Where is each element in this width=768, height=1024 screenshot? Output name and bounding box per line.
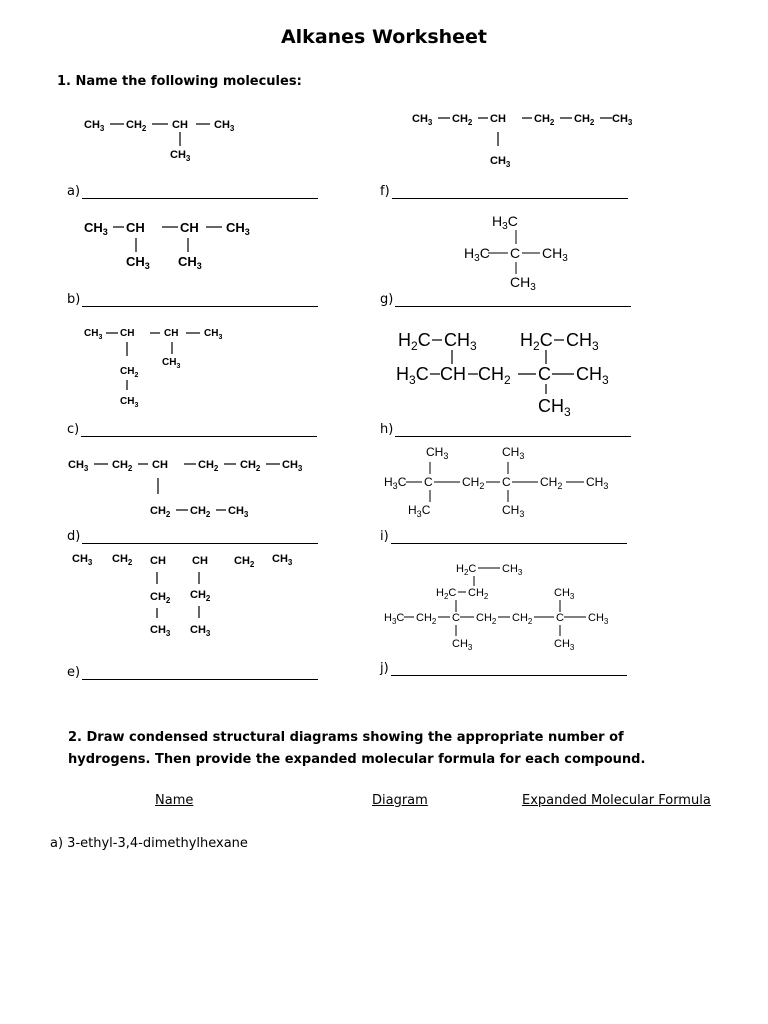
- column-header-name: Name: [155, 793, 194, 808]
- atom-c: C: [510, 245, 521, 261]
- atom-c: C: [424, 475, 433, 489]
- atom-ch2: $CH_2$: [198, 459, 219, 473]
- molecule-g-structure: [464, 213, 568, 293]
- atom-c: C: [556, 612, 564, 624]
- atom-c: C: [502, 475, 511, 489]
- answer-d: d): [67, 529, 318, 544]
- atom-ch3: $CH_3$: [538, 396, 571, 419]
- molecule-h-structure: [396, 330, 609, 419]
- molecule-i-structure: [384, 445, 608, 519]
- atom-ch3: $CH_3$: [190, 624, 211, 638]
- atom-ch2: $CH_2$: [478, 364, 511, 387]
- answer-f: f): [380, 184, 628, 199]
- atom-ch3: $CH_3$: [426, 445, 449, 461]
- atom-ch: CH: [490, 113, 506, 125]
- atom-ch3: $CH_3$: [586, 475, 609, 491]
- answer-i: i): [380, 529, 627, 544]
- atom-ch2: $CH_2$: [126, 119, 147, 133]
- atom-ch3: $CH_3$: [228, 505, 249, 519]
- atom-ch3: $CH_3$: [214, 119, 235, 133]
- atom-ch3: $CH_3$: [170, 149, 191, 163]
- worksheet-title: Alkanes Worksheet: [280, 26, 488, 48]
- atom-ch3: $CH_3$: [150, 624, 171, 638]
- answer-h: h): [380, 422, 631, 437]
- atom-ch3: $CH_3$: [566, 330, 599, 353]
- atom-h3c: $H_3C$: [396, 364, 429, 387]
- atom-c: C: [452, 612, 460, 624]
- atom-ch: CH: [192, 555, 208, 567]
- question-2a-compound: a) 3-ethyl-3,4-dimethylhexane: [50, 836, 248, 851]
- atom-ch3: $CH_3$: [162, 357, 181, 370]
- atom-ch2: $CH_2$: [512, 612, 533, 626]
- atom-ch3: $CH_3$: [412, 113, 433, 127]
- atom-c: C: [538, 364, 551, 384]
- atom-ch3: $CH_3$: [120, 396, 139, 409]
- molecule-e-structure: [72, 553, 293, 638]
- atom-ch2: $CH_2$: [190, 589, 211, 603]
- atom-ch3: $CH_3$: [510, 274, 536, 293]
- atom-h3c: $H_3C$: [408, 503, 431, 519]
- atom-ch3: $CH_3$: [72, 553, 93, 567]
- atom-ch3: $CH_3$: [612, 113, 633, 127]
- molecule-b-structure: [84, 220, 250, 271]
- atom-ch2: $CH_2$: [416, 612, 437, 626]
- answer-g: g): [380, 292, 631, 307]
- atom-ch: CH: [172, 119, 188, 131]
- atom-ch2: $CH_2$: [150, 505, 171, 519]
- atom-ch: CH: [126, 220, 145, 235]
- atom-ch3: $CH_3$: [554, 638, 575, 652]
- atom-h2c: $H_2C$: [520, 330, 553, 353]
- atom-ch2: $CH_2$: [534, 113, 555, 127]
- atom-ch: CH: [440, 364, 466, 384]
- atom-ch3: $CH_3$: [444, 330, 477, 353]
- atom-h3c: $H_3C$: [492, 213, 518, 232]
- atom-ch2: $CH_2$: [468, 587, 489, 601]
- molecule-j-structure: [384, 563, 609, 652]
- atom-ch3: $CH_3$: [452, 638, 473, 652]
- question-2-prompt: 2. Draw condensed structural diagrams showing the appropriate number of hydrogens. Then provide the expanded molecular formula for each compound.: [68, 730, 646, 767]
- atom-h2c: $H_2C$: [456, 563, 477, 577]
- atom-ch3: $CH_3$: [226, 220, 250, 237]
- atom-ch: CH: [152, 459, 168, 471]
- atom-h3c: $H_3C$: [464, 245, 490, 264]
- atom-ch3: $CH_3$: [204, 328, 223, 341]
- atom-ch2: $CH_2$: [150, 591, 171, 605]
- atom-h3c: $H_3C$: [384, 475, 407, 491]
- molecule-f-structure: [412, 113, 633, 169]
- atom-ch2: $CH_2$: [190, 505, 211, 519]
- atom-ch3: $CH_3$: [272, 553, 293, 567]
- atom-ch3: $CH_3$: [542, 245, 568, 264]
- atom-ch3: $CH_3$: [84, 119, 105, 133]
- answer-j: j): [380, 661, 627, 676]
- atom-ch: CH: [164, 328, 179, 339]
- atom-ch2: $CH_2$: [462, 475, 485, 491]
- atom-ch2: $CH_2$: [574, 113, 595, 127]
- column-header-diagram: Diagram: [372, 793, 428, 808]
- molecule-a-structure: [84, 119, 235, 163]
- atom-ch3: $CH_3$: [84, 328, 103, 341]
- atom-ch3: $CH_3$: [84, 220, 108, 237]
- molecule-d-structure: [68, 459, 303, 519]
- molecule-c-structure: [84, 328, 222, 409]
- column-header-formula: Expanded Molecular Formula: [522, 793, 711, 808]
- atom-ch3: $CH_3$: [282, 459, 303, 473]
- question-1-prompt: 1. Name the following molecules:: [57, 74, 302, 89]
- atom-h2c: $H_2C$: [436, 587, 457, 601]
- atom-ch2: $CH_2$: [540, 475, 563, 491]
- atom-ch2: $CH_2$: [112, 553, 133, 567]
- atom-ch3: $CH_3$: [68, 459, 89, 473]
- answer-c: c): [67, 422, 317, 437]
- atom-ch2: $CH_2$: [234, 555, 255, 569]
- atom-ch3: $CH_3$: [126, 254, 150, 271]
- atom-ch2: $CH_2$: [476, 612, 497, 626]
- atom-ch3: $CH_3$: [502, 563, 523, 577]
- atom-ch2: $CH_2$: [112, 459, 133, 473]
- atom-ch: CH: [150, 555, 166, 567]
- answer-e: e): [67, 665, 318, 680]
- atom-ch3: $CH_3$: [576, 364, 609, 387]
- atom-ch2: $CH_2$: [240, 459, 261, 473]
- atom-ch3: $CH_3$: [502, 445, 525, 461]
- atom-ch: CH: [180, 220, 199, 235]
- answer-a: a): [67, 184, 318, 199]
- atom-ch3: $CH_3$: [502, 503, 525, 519]
- atom-ch3: $CH_3$: [178, 254, 202, 271]
- answer-b: b): [67, 292, 318, 307]
- atom-ch3: $CH_3$: [490, 155, 511, 169]
- atom-ch: CH: [120, 328, 135, 339]
- atom-h2c: $H_2C$: [398, 330, 431, 353]
- atom-ch2: $CH_2$: [120, 366, 139, 379]
- atom-ch2: $CH_2$: [452, 113, 473, 127]
- atom-h3c: $H_3C$: [384, 612, 405, 626]
- atom-ch3: $CH_3$: [588, 612, 609, 626]
- atom-ch3: $CH_3$: [554, 587, 575, 601]
